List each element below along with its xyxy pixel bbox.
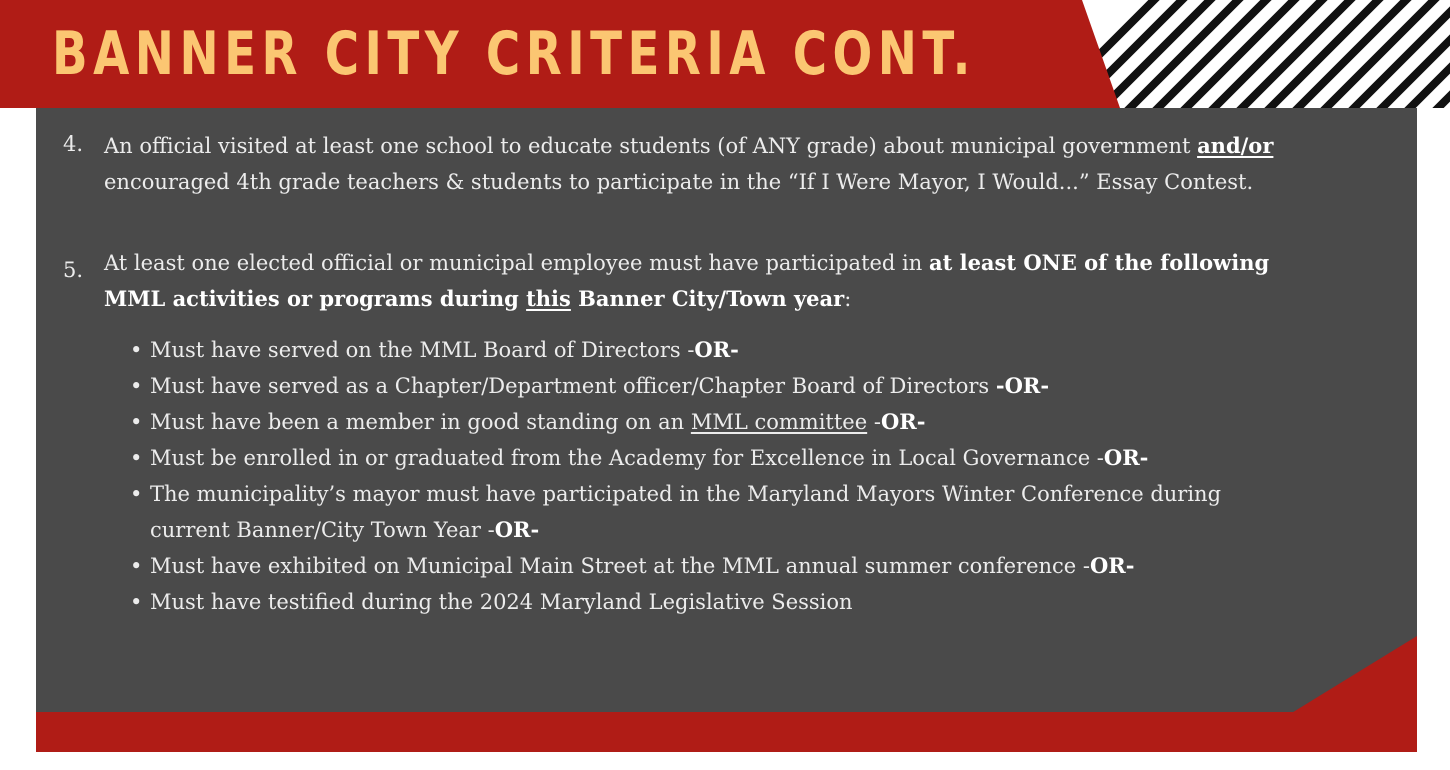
or-label: -OR- — [995, 373, 1050, 398]
list-item-text: Must have been a member in good standing on an — [150, 410, 691, 434]
list-item-text: Must have exhibited on Municipal Main Street at the MML annual summer conference - — [150, 554, 1090, 578]
list-item-text: Must have served on the MML Board of Directors - — [150, 338, 695, 362]
or-label: OR- — [880, 409, 926, 434]
list-item-text: current Banner/City Town Year - — [150, 518, 495, 542]
criterion-text-part: At least one elected official or municipal employee must have participated in — [104, 251, 929, 275]
or-label: OR- — [694, 337, 739, 362]
bullet-icon: • — [130, 482, 143, 506]
or-label: OR- — [494, 517, 540, 542]
list-item — [130, 440, 1221, 476]
criterion-line — [104, 245, 1269, 281]
list-item-text: The municipality’s mayor must have participated in the Maryland Mayors Winter Conference during — [150, 482, 1222, 506]
criterion-bold-part: at least ONE of the following — [928, 250, 1270, 275]
criterion-number: 4. — [63, 132, 84, 156]
list-item-text: Must be enrolled in or graduated from the Academy for Excellence in Local Governance - — [150, 446, 1104, 470]
list-item — [130, 332, 1221, 368]
mml-committee-link[interactable]: MML committee — [690, 410, 868, 434]
criterion-text — [104, 128, 1273, 200]
criterion-bold-part: MML activities or programs during — [104, 286, 527, 311]
list-item — [130, 404, 1221, 440]
criterion-line — [104, 128, 1273, 164]
list-item-text: Must have served as a Chapter/Department officer/Chapter Board of Directors — [150, 374, 996, 398]
criterion-bold-part: Banner City/Town year — [570, 286, 845, 311]
activities-bullet-list — [130, 332, 1222, 620]
list-item-text: Must have testified during the 2024 Maryland Legislative Session — [150, 590, 853, 614]
or-label: OR- — [1103, 445, 1149, 470]
footer-band — [36, 712, 1417, 752]
bullet-icon: • — [130, 410, 143, 434]
bullet-icon: • — [130, 554, 143, 578]
criterion-text-part: An official visited at least one school to educate students (of ANY grade) about municipal government — [104, 134, 1198, 158]
bullet-icon: • — [130, 338, 143, 362]
criterion-line: encouraged 4th grade teachers & students to participate in the “If I Were Mayor, I Would...” Essay Contest. — [104, 170, 1254, 194]
criterion-text — [104, 245, 1269, 317]
bullet-icon: • — [130, 590, 143, 614]
criterion-line — [104, 281, 1269, 317]
emphasis-this: this — [526, 286, 571, 311]
criterion-text-part: : — [844, 287, 852, 311]
page-title: BANNER CITY CRITERIA CONT. — [52, 19, 976, 89]
emphasis-and-or: and/or — [1197, 133, 1274, 158]
list-item — [130, 548, 1221, 584]
or-label: OR- — [1090, 553, 1135, 578]
list-item — [130, 368, 1221, 404]
bullet-icon: • — [130, 374, 143, 398]
bullet-icon: • — [130, 446, 143, 470]
criterion-number: 5. — [63, 258, 84, 282]
list-item-text: - — [867, 410, 881, 434]
list-item — [130, 584, 1221, 620]
list-item — [130, 476, 1222, 548]
